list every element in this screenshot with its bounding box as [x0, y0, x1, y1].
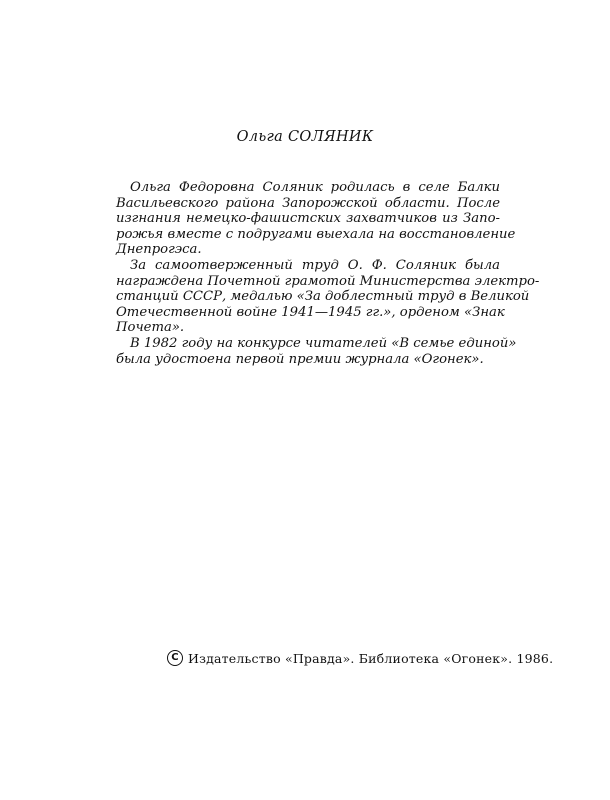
- bio-line: была удостоена первой премии журнала «Огонек».: [116, 351, 484, 367]
- bio-line: изгнания немецко-фашистских захватчиков из Запо-: [116, 211, 500, 227]
- bio-line: Днепрогэса.: [116, 242, 202, 258]
- bio-line: рожья вместе с подругами выехала на восстановление: [116, 226, 516, 242]
- bio-line: Ольга Федоровна Соляник родилась в селе Балки: [130, 180, 500, 195]
- bio-line: В 1982 году на конкурсе читателей «В семье единой»: [130, 335, 517, 351]
- bio-line: станций СССР, медалью «За доблестный труд в Великой: [116, 289, 530, 305]
- author-biography: [116, 180, 540, 367]
- copyright-notice: [167, 651, 553, 668]
- bio-line: Почета».: [116, 320, 185, 336]
- bio-line: За самоотверженный труд О. Ф. Соляник была: [130, 257, 500, 273]
- bio-line: Васильевского района Запорожской области. После: [116, 195, 500, 211]
- copyright-text: Издательство «Правда». Библиотека «Огонек». 1986.: [188, 651, 554, 666]
- bio-line: награждена Почетной грамотой Министерства электро-: [116, 273, 540, 289]
- copyright-icon: C: [167, 650, 183, 666]
- author-title: Ольга СОЛЯНИК: [236, 129, 374, 145]
- bio-line: Отечественной войне 1941—1945 гг.», орденом «Знак: [116, 304, 505, 320]
